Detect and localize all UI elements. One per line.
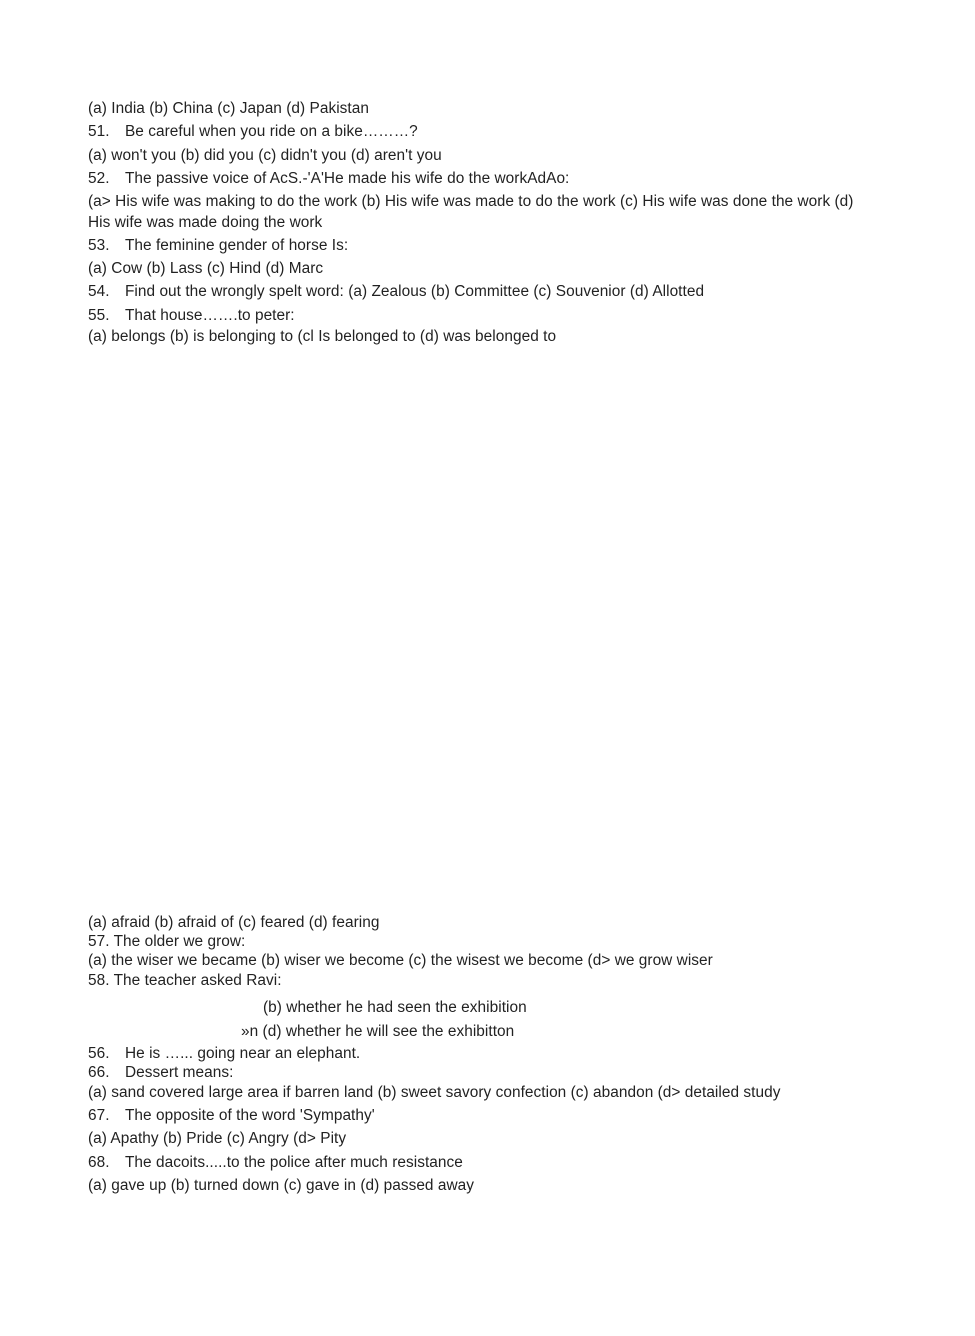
answer-options-line-55: (a) belongs (b) is belonging to (cl Is belonged to (d) was belonged to — [88, 328, 557, 346]
question-line-58: 58. The teacher asked Ravi: — [88, 971, 282, 989]
question-line-66: 66. Dessert means: — [88, 1064, 234, 1082]
answer-options-line-50: (a) India (b) China (c) Japan (d) Pakistan — [88, 100, 369, 117]
answer-options-line-52: (a> His wife was making to do the work (b) His wife was made to do the work (c) His wife was done the work (d) His wife was made doing the work — [88, 192, 858, 232]
answer-options-line-51: (a) won't you (b) did you (c) didn't you (d) aren't you — [88, 146, 442, 164]
question-line-52: 52. The passive voice of AcS.-'A'He made his wife do the workAdAo: — [88, 170, 570, 188]
answer-options-line-57: (a) the wiser we became (b) wiser we become (c) the wisest we become (d> we grow wiser — [88, 952, 713, 970]
question-line-54: 54. Find out the wrongly spelt word: (a) Zealous (b) Committee (c) Souvenior (d) Allotted — [88, 283, 705, 301]
question-line-67: 67. The opposite of the word 'Sympathy' — [88, 1106, 375, 1124]
question-line-68: 68. The dacoits.....to the police after much resistance — [88, 1153, 463, 1171]
question-line-51: 51. Be careful when you ride on a bike………? — [88, 123, 418, 141]
answer-options-line-67: (a) Apathy (b) Pride (c) Angry (d> Pity — [88, 1130, 347, 1148]
question-line-57: 57. The older we grow: — [88, 933, 246, 951]
question-block-top — [88, 97, 878, 346]
answer-option-58-b: (b) whether he had seen the exhibition — [263, 998, 527, 1016]
answer-options-line-53: (a) Cow (b) Lass (c) Hind (d) Marc — [88, 260, 324, 278]
answer-options-line-56b: (a) afraid (b) afraid of (c) feared (d) fearing — [88, 914, 380, 931]
answer-options-line-68: (a) gave up (b) turned down (c) gave in (d) passed away — [88, 1176, 474, 1194]
question-block-bottom — [88, 913, 878, 1197]
question-line-53: 53. The feminine gender of horse Is: — [88, 236, 349, 254]
answer-option-58-d: »n (d) whether he will see the exhibitton — [241, 1022, 515, 1040]
answer-options-line-66: (a) sand covered large area if barren land (b) sweet savory confection (c) abandon (d> detailed study — [88, 1084, 781, 1102]
question-line-56: 56. He is …... going near an elephant. — [88, 1044, 361, 1062]
question-line-55: 55. That house…….to peter: — [88, 306, 295, 324]
